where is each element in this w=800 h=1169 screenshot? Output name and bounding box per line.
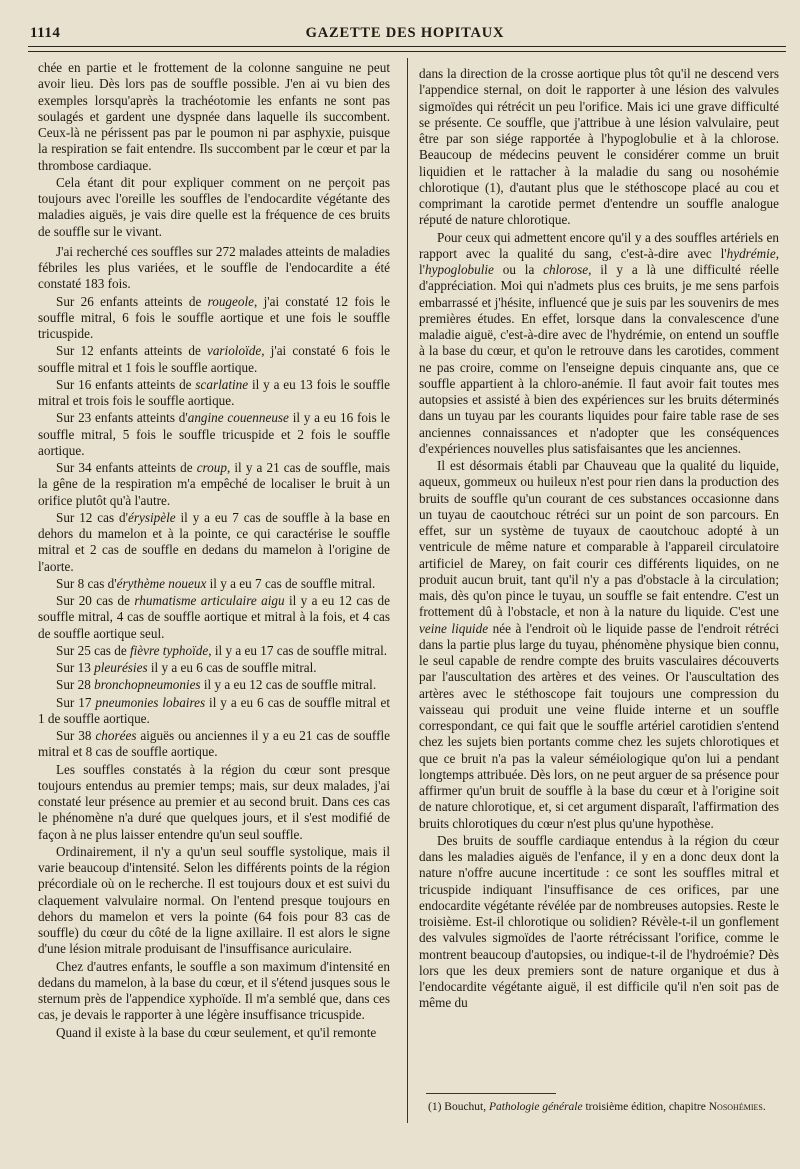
header-rule <box>28 46 786 47</box>
text-run: , il y a là une difficulté réelle d'appréciation. Moi qui n'admets plus ces bruits, je me sens parfois embarrassé et j'hésite, influencé que je suis par les souvenirs de mes premières études. En effet, lorsque dans la convalescence d'une maladie aiguë, c'est-à-dire avec de l'hydrémie, on entend un souffle à la base du cœur, et qu'on le retrouve dans les carotides, comment ne pas croire, comme on l'enseigne depuis cinquante ans, que ce souffle appartient à la chloro-anémie. Il faut avoir fait toutes mes autopsies et assisté à bien des expériences sur les bruits déterminés dans un tuyau par les courants liquides pour faire table rase de ses anciennes connaissances et n'adopter que les conséquences d'expériences nouvelles plus satisfaisantes que les anciennes. <box>419 262 779 456</box>
text-run: il y a eu 13 fois le souffle mitral et trois fois le souffle aortique. <box>38 376 391 408</box>
text-run: il y a eu 12 cas de souffle mitral, 4 cas de souffle aortique et mitral à la fois, et 4 cas de souffle aortique seul. <box>38 593 391 641</box>
text-run: Sur 34 enfants atteints de <box>56 460 197 475</box>
footnote-text: troisième édition, chapitre <box>582 1101 709 1113</box>
text-run: ou la <box>493 262 544 277</box>
text-run: Sur 23 enfants atteints d' <box>56 410 188 426</box>
paragraph <box>38 60 390 174</box>
paragraph <box>419 230 779 458</box>
text-run: Sur 13 <box>56 660 95 675</box>
italic-term: rougeole <box>207 293 254 309</box>
text-run: il y a eu 7 cas de souffle mitral. <box>206 575 376 591</box>
text-run: , il y a 21 cas de souffle, mais la gêne de la respiration m'a empêché de localiser le bruit à un orifice plutôt qu'à l'autre. <box>38 460 390 508</box>
paragraph <box>38 1025 390 1041</box>
footnote-chapter: Nosohémies <box>708 1101 763 1113</box>
paragraph <box>419 833 779 1012</box>
text-run: il y a eu 12 cas de souffle mitral. <box>200 677 377 693</box>
paragraph <box>38 244 390 293</box>
text-run: Les souffles constatés à la région du cœur sont presque toujours entendus au premier temps; mais, sur deux malades, j'ai constaté leur présence au premier et au second bruit. Dans ces cas le phénomène n'a duré que quelques jours, et il s'est modifié de façon à ne plus laisser entendre qu'un seul souffle. <box>38 761 390 842</box>
paragraph <box>38 728 390 761</box>
text-run: aiguës ou anciennes il y a eu 21 cas de souffle mitral et 8 cas de souffle aortique. <box>38 728 390 760</box>
text-run: , j'ai constaté 12 fois le souffle mitral, 6 fois le souffle aortique et une fois le souffle tricuspide. <box>38 293 390 341</box>
text-run: il y a eu 16 fois le souffle mitral, 5 fois le souffle tricuspide et 2 fois le souffle aortique. <box>38 410 391 458</box>
paragraph <box>38 510 390 575</box>
text-run: Sur 25 cas de <box>56 642 130 658</box>
italic-term: hypoglobulie <box>425 262 494 277</box>
footnote <box>428 1100 780 1114</box>
text-run: Pour ceux qui admettent encore qu'il y a des souffles artériels en rapport avec la qualité du sang, c'est-à-dire avec l' <box>419 229 779 261</box>
column-divider <box>407 58 408 1123</box>
italic-term: pleurésies <box>94 660 148 675</box>
paragraph <box>38 762 390 843</box>
text-run: Sur 38 <box>56 728 96 743</box>
paragraph <box>38 844 390 958</box>
italic-term: varioloïde <box>206 343 262 359</box>
text-run: Sur 26 enfants atteints de <box>56 293 208 309</box>
text-run: Il est désormais établi par Chauveau que la qualité du liquide, aqueux, gommeux ou huileux n'est pour rien dans la production des bruits de souffle qu'un courant de ces substances occasionne dans un tuyau de caoutchouc rétréci sur un point de son parcours. En effet, sur un système de tuyaux de caoutchouc adopté à un ventricule de même nature et comparable à l'appareil circulatoire artificiel de Marey, on fait courir ces différents liquides, on ne produit aucun bruit, tant qu'il n'y a pas d'obstacle à la circulation; mais, dès qu'on pince le tuyau, un souffle se fait entendre. C'est un frottement dû à l'obstacle, et non à la nature du liquide. C'est une <box>419 458 779 620</box>
header-rule-thin <box>28 51 786 52</box>
italic-term: hydrémie <box>726 245 776 261</box>
paragraph <box>38 660 390 676</box>
paragraph <box>38 294 390 343</box>
italic-term: rhumatisme articulaire aigu <box>134 593 285 608</box>
text-run: Sur 8 cas d' <box>56 575 117 591</box>
footnote-rule <box>426 1093 556 1094</box>
italic-term: érythème noueux <box>116 575 207 591</box>
italic-term: angine couenneuse <box>187 410 289 426</box>
text-run: Ordinairement, il n'y a qu'un seul souffle systolique, mais il varie beaucoup d'intensité. Selon les différents points de la région précordiale où on le recherche. Il est toujours doux et est suivi du claquement valvulaire normal. On l'entend presque toujours en dehors du mamelon et vers la pointe (64 fois pour 83 cas de souffle) du cœur du côté de la ligne axillaire. Il est alors le signe d'une lésion mitrale produisant de l'insuffisance auriculaire. <box>38 843 390 957</box>
italic-term: chorées <box>95 728 137 743</box>
page-header <box>30 22 780 44</box>
text-run: chée en partie et le frottement de la colonne sanguine ne peut avoir lieu. Dès lors pas de souffle possible. J'en ai vu bien des exemples lorsqu'après la trachéotomie les enfants ne sont pas soulagés et gardent une dyspnée dans laquelle ils succombent. Ceux-là ne périssent pas par le poumon ni par asphyxie, puisque la respiration se fait entendre. Ils succombent par le cœur et par la thrombose cardiaque. <box>38 60 390 173</box>
paragraph <box>38 343 390 376</box>
paragraph <box>38 175 390 240</box>
page-number: 1114 <box>30 24 61 41</box>
text-run: dans la direction de la crosse aortique plus tôt qu'il ne descend vers l'appendice sternal, on doit le rapporter à une lésion des valvules sigmoïdes qui rétrécit un peu l'orifice. Mais ici une grave difficulté se présente. Ce souffle, que j'attribue à une lésion valvulaire, peut être par son siége rapportée à l'hypoglobulie et à la chlorose. Beaucoup de médecins peuvent le considérer comme un bruit liquidien et le rattacher à la maladie du sang ou nosohémie chlorotique (1), d'autant plus que le stéthoscope placé au cou et comprimant la carotide permet d'entendre un souffle analogue réputé de nature chlorotique. <box>419 66 779 228</box>
text-run: Des bruits de souffle cardiaque entendus à la région du cœur dans les maladies aiguës de l'enfance, il y en a donc deux dont la nature n'offre aucune incertitude : ce sont les souffles mitral et tricuspide indiquant l'insuffisance de ces orifices, par une endocardite végétante révélée par de nombreuses autopsies. Reste le troisième. Est-il chlorotique ou solidien? Révèle-t-il un gonflement des valvules sigmoïdes de l'aorte rétrécissant l'orifice, comme le montrent beaucoup d'autopsies, ou indique-t-il de l'hydroémie? Dès lors que les deux premiers sont de nature organique et dus à l'endocardite végétante aiguë, il est difficile qu'il n'en soit pas de même du <box>419 832 779 1011</box>
right-column <box>419 66 779 1012</box>
text-run: Sur 20 cas de <box>56 593 135 608</box>
italic-term: fièvre typhoïde <box>129 642 209 658</box>
footnote-mark: (1) Bouchut, <box>428 1101 490 1113</box>
paragraph <box>38 377 390 410</box>
text-run: il y a eu 6 cas de souffle mitral. <box>147 660 317 675</box>
paragraph <box>38 677 390 693</box>
text-run: , j'ai constaté 6 fois le souffle mitral et 1 fois le souffle aortique. <box>38 343 390 375</box>
text-run: Sur 12 cas d' <box>56 509 128 525</box>
footnote-end: . <box>762 1101 766 1113</box>
text-run: il y a eu 6 cas de souffle mitral et 1 de souffle aortique. <box>38 694 391 726</box>
paragraph <box>419 458 779 832</box>
paragraph <box>419 66 779 229</box>
text-run: Sur 12 enfants atteints de <box>56 343 207 359</box>
text-run: Quand il existe à la base du cœur seulement, et qu'il remonte <box>56 1024 377 1040</box>
paragraph <box>38 695 390 728</box>
text-run: Chez d'autres enfants, le souffle a son maximum d'intensité en dedans du mamelon, à la base du cœur, et il s'étend jusques sous le sternum près de l'appendice xyphoïde. Il m'a semblé que, dans ces cas, je devais le rapporter à une légère insuffisance tricuspide. <box>38 958 390 1023</box>
text-run: , il y a eu 17 cas de souffle mitral. <box>208 642 388 658</box>
text-run: il y a eu 7 cas de souffle à la base en dehors du mamelon et à la pointe, ce qui caractérise le souffle mitral et 2 cas de souffle en dedans du mamelon à l'origine de l'aorte. <box>38 509 390 574</box>
italic-term: chlorose <box>543 262 589 277</box>
text-run: Sur 17 <box>56 694 96 710</box>
text-run: Sur 28 <box>56 677 95 693</box>
text-run: Cela étant dit pour expliquer comment on ne perçoit pas toujours avec l'oreille les souffles de l'endocardite végétante des maladies aiguës, je vais dire quelle est la fréquence de ces bruits de souffle sur le vivant. <box>38 174 390 239</box>
text-run: J'ai recherché ces souffles sur 272 malades atteints de maladies fébriles les plus variées, et le souffle de l'endocardite a été constaté 183 fois. <box>38 243 390 292</box>
running-title: GAZETTE DES HOPITAUX <box>305 24 505 41</box>
footnote-title: Pathologie générale <box>489 1101 583 1113</box>
italic-term: croup <box>196 460 227 475</box>
paragraph <box>38 643 390 659</box>
italic-term: pneumonies lobaires <box>95 694 206 710</box>
paragraph <box>38 460 390 509</box>
paragraph <box>38 410 390 459</box>
paragraph <box>38 593 390 642</box>
paragraph <box>38 576 390 592</box>
paragraph <box>38 959 390 1024</box>
italic-term: bronchopneumonies <box>94 677 201 693</box>
italic-term: veine liquide <box>419 620 489 636</box>
text-run: Sur 16 enfants atteints de <box>56 376 196 392</box>
italic-term: scarlatine <box>195 376 249 392</box>
left-column <box>38 60 390 1041</box>
text-run: , l' <box>419 245 779 277</box>
text-run: née à l'endroit où le liquide passe de l'endroit rétréci dans la partie plus large du tuyau, phénomène physique bien connu, le seul capable de rendre compte des bruits vasculaires découverts par l'auscultation des artères et des veines. Or l'auscultation des artères avec le stéthoscope fait toujours une compression du vaisseau qui produit une veine fluide interne et un souffle correspondant, ce qui fait que le souffle artériel carotidien s'entend chez les sujets bien portants comme chez les sujets chlorotiques et que ce bruit n'a pas la valeur séméiologique qu'on lui a pendant longtemps attribuée. Dès lors, on ne peut arguer de sa présence pour affirmer qu'un bruit de souffle à la base du cœur et à l'origine soit de nature chlorotique, et, si cet argument disparaît, l'affirmation des bruits chlorotiques du cœur n'est plus qu'une hypothèse. <box>419 620 779 831</box>
italic-term: érysipèle <box>127 509 176 525</box>
